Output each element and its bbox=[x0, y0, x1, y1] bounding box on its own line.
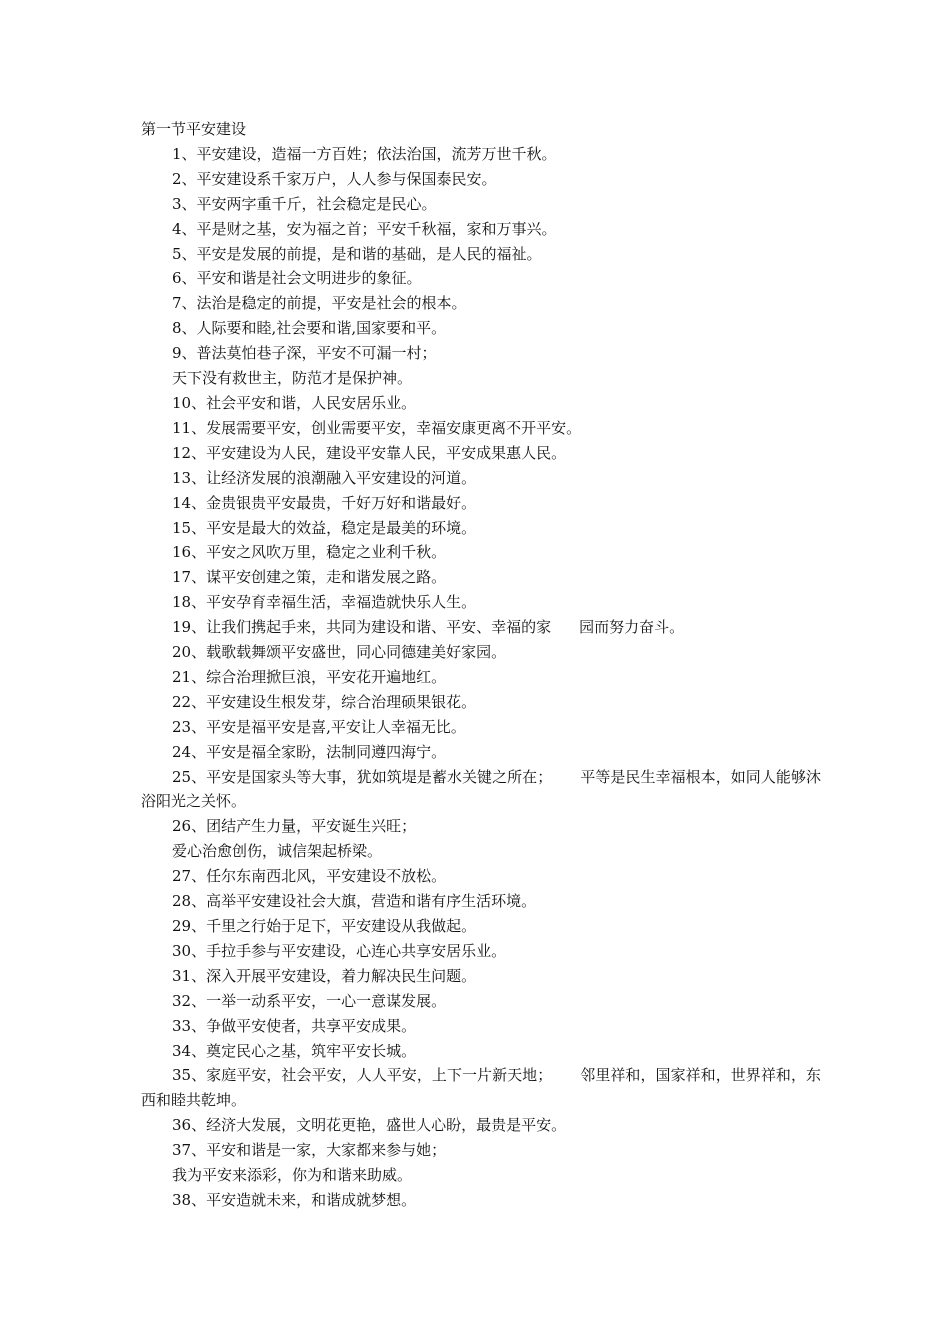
slogan-line: 28、高举平安建设社会大旗，营造和谐有序生活环境。 bbox=[172, 892, 537, 911]
slogan-line-19 bbox=[141, 615, 821, 640]
slogan-line: 27、任尔东南西北风，平安建设不放松。 bbox=[172, 867, 447, 886]
slogan-line: 5、平安是发展的前提，是和谐的基础，是人民的福祉。 bbox=[172, 244, 542, 263]
slogan-line: 8、人际要和睦,社会要和谐,国家要和平。 bbox=[172, 319, 447, 338]
slogan-line: 6、平安和谐是社会文明进步的象征。 bbox=[172, 269, 422, 288]
slogan-line-part: 35、家庭平安，社会平安，人人平安，上下一片新天地； bbox=[172, 1066, 553, 1085]
slogan-line: 1、平安建设，造福一方百姓；依法治国，流芳万世千秋。 bbox=[172, 144, 557, 163]
slogan-line: 30、手拉手参与平安建设，心连心共享安居乐业。 bbox=[172, 941, 507, 960]
slogan-line-35 bbox=[141, 1063, 821, 1113]
slogan-line-part: 25、平安是国家头等大事，犹如筑堤是蓄水关键之所在； bbox=[172, 767, 553, 786]
slogan-line: 12、平安建设为人民，建设平安靠人民，平安成果惠人民。 bbox=[172, 443, 567, 462]
section-title: 第一节平安建设 bbox=[141, 120, 247, 138]
slogan-line: 24、平安是福全家盼，法制同遵四海宁。 bbox=[172, 742, 447, 761]
slogan-line: 33、争做平安使者，共享平安成果。 bbox=[172, 1016, 417, 1035]
slogan-line: 我为平安来添彩，你为和谐来助威。 bbox=[172, 1166, 413, 1185]
slogan-line: 38、平安造就未来，和谐成就梦想。 bbox=[172, 1190, 417, 1209]
slogan-line: 3、平安两字重千斤，社会稳定是民心。 bbox=[172, 194, 437, 213]
slogan-line: 22、平安建设生根发芽，综合治理硕果银花。 bbox=[172, 692, 477, 711]
slogan-line: 20、载歌载舞颂平安盛世，同心同德建美好家园。 bbox=[172, 643, 507, 662]
slogan-line-25 bbox=[141, 765, 821, 815]
slogan-line: 10、社会平安和谐，人民安居乐业。 bbox=[172, 393, 417, 412]
slogan-line: 14、金贵银贵平安最贵，千好万好和谐最好。 bbox=[172, 493, 477, 512]
slogan-line: 11、发展需要平安，创业需要平安，幸福安康更离不开平安。 bbox=[172, 418, 582, 437]
slogan-line: 31、深入开展平安建设，着力解决民生问题。 bbox=[172, 966, 477, 985]
slogan-line: 32、一举一动系平安，一心一意谋发展。 bbox=[172, 991, 447, 1010]
slogan-line: 2、平安建设系千家万户，人人参与保国泰民安。 bbox=[172, 169, 497, 188]
slogan-line: 18、平安孕育幸福生活，幸福造就快乐人生。 bbox=[172, 593, 477, 612]
slogan-line: 29、千里之行始于足下，平安建设从我做起。 bbox=[172, 917, 477, 935]
slogan-line: 13、让经济发展的浪潮融入平安建设的河道。 bbox=[172, 468, 477, 487]
slogan-line: 爱心治愈创伤，诚信架起桥梁。 bbox=[172, 842, 383, 861]
slogan-line: 23、平安是福平安是喜,平安让人幸福无比。 bbox=[172, 717, 466, 736]
slogan-line: 天下没有救世主，防范才是保护神。 bbox=[172, 369, 413, 388]
slogan-line: 4、平是财之基，安为福之首；平安千秋福，家和万事兴。 bbox=[172, 219, 557, 238]
slogan-line-part: 平等是民生幸福根本，如同人能够沐浴阳光之关怀。 bbox=[141, 767, 821, 811]
slogan-line-part: 邻里祥和，国家祥和，世界祥和，东西和睦共乾坤。 bbox=[141, 1066, 821, 1110]
slogan-line: 9、普法莫怕巷子深，平安不可漏一村； bbox=[172, 344, 437, 363]
slogan-line: 37、平安和谐是一家，大家都来参与她； bbox=[172, 1141, 447, 1160]
slogan-line: 16、平安之风吹万里，稳定之业利千秋。 bbox=[172, 543, 447, 562]
slogan-line-part: 园而努力奋斗。 bbox=[579, 618, 685, 637]
slogan-line: 15、平安是最大的效益，稳定是最美的环境。 bbox=[172, 518, 477, 537]
slogan-line: 36、经济大发展，文明花更艳，盛世人心盼，最贵是平安。 bbox=[172, 1116, 567, 1135]
slogan-line: 7、法治是稳定的前提，平安是社会的根本。 bbox=[172, 294, 467, 313]
slogan-line-part: 19、让我们携起手来，共同为建设和谐、平安、幸福的家 bbox=[172, 618, 552, 637]
slogan-line: 21、综合治理掀巨浪，平安花开遍地红。 bbox=[172, 667, 447, 686]
slogan-line: 26、团结产生力量，平安诞生兴旺； bbox=[172, 817, 417, 836]
slogan-line: 34、奠定民心之基，筑牢平安长城。 bbox=[172, 1041, 417, 1060]
document-body bbox=[141, 117, 821, 1213]
slogan-line: 17、谋平安创建之策，走和谐发展之路。 bbox=[172, 568, 447, 587]
